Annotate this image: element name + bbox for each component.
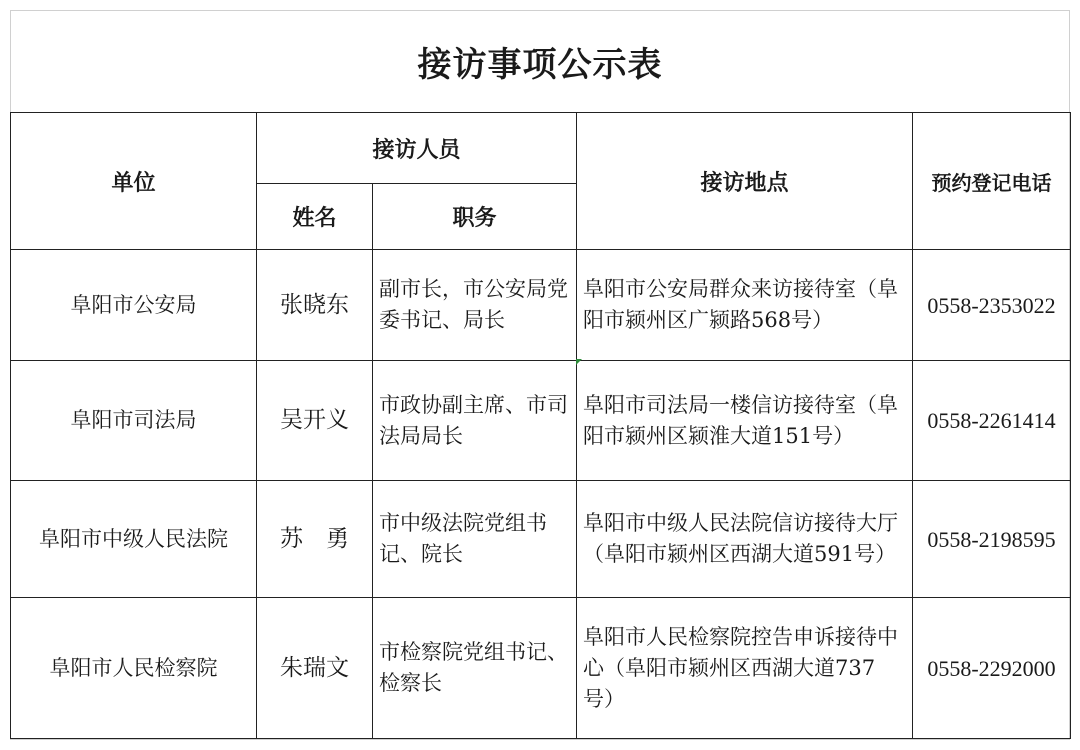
cell-name: 苏 勇: [257, 481, 373, 598]
cell-position: 市政协副主席、市司法局局长: [373, 361, 577, 481]
cell-name: 吴开义: [257, 361, 373, 481]
reception-table: [10, 112, 1071, 739]
cell-phone: 0558-2261414: [913, 361, 1071, 481]
cell-unit: 阜阳市司法局: [11, 361, 257, 481]
header-position: 职务: [373, 184, 577, 250]
cell-name: 张晓东: [257, 250, 373, 361]
table-row: [11, 361, 1071, 481]
cell-location: 阜阳市司法局一楼信访接待室（阜阳市颍州区颍淮大道151号）: [577, 361, 913, 481]
cell-position: 市中级法院党组书记、院长: [373, 481, 577, 598]
header-name: 姓名: [257, 184, 373, 250]
cell-location: 阜阳市公安局群众来访接待室（阜阳市颍州区广颍路568号）: [577, 250, 913, 361]
table-row: [11, 481, 1071, 598]
cell-phone: 0558-2353022: [913, 250, 1071, 361]
cell-name: 朱瑞文: [257, 598, 373, 739]
table-row: [11, 598, 1071, 739]
cell-position: 市检察院党组书记、检察长: [373, 598, 577, 739]
cell-unit: 阜阳市人民检察院: [11, 598, 257, 739]
cell-unit: 阜阳市中级人民法院: [11, 481, 257, 598]
cell-phone: 0558-2198595: [913, 481, 1071, 598]
header-unit: 单位: [11, 113, 257, 250]
cell-unit: 阜阳市公安局: [11, 250, 257, 361]
cell-comment-marker: [576, 359, 582, 365]
header-phone: 预约登记电话: [913, 113, 1071, 250]
cell-location: 阜阳市中级人民法院信访接待大厅（阜阳市颍州区西湖大道591号）: [577, 481, 913, 598]
cell-position: 副市长，市公安局党委书记、局长: [373, 250, 577, 361]
header-staff-group: 接访人员: [257, 113, 577, 184]
table-row: [11, 250, 1071, 361]
page-title: 接访事项公示表: [417, 44, 663, 85]
cell-location: 阜阳市人民检察院控告申诉接待中心（阜阳市颍州区西湖大道737号）: [577, 598, 913, 739]
cell-phone: 0558-2292000: [913, 598, 1071, 739]
header-location: 接访地点: [577, 113, 913, 250]
